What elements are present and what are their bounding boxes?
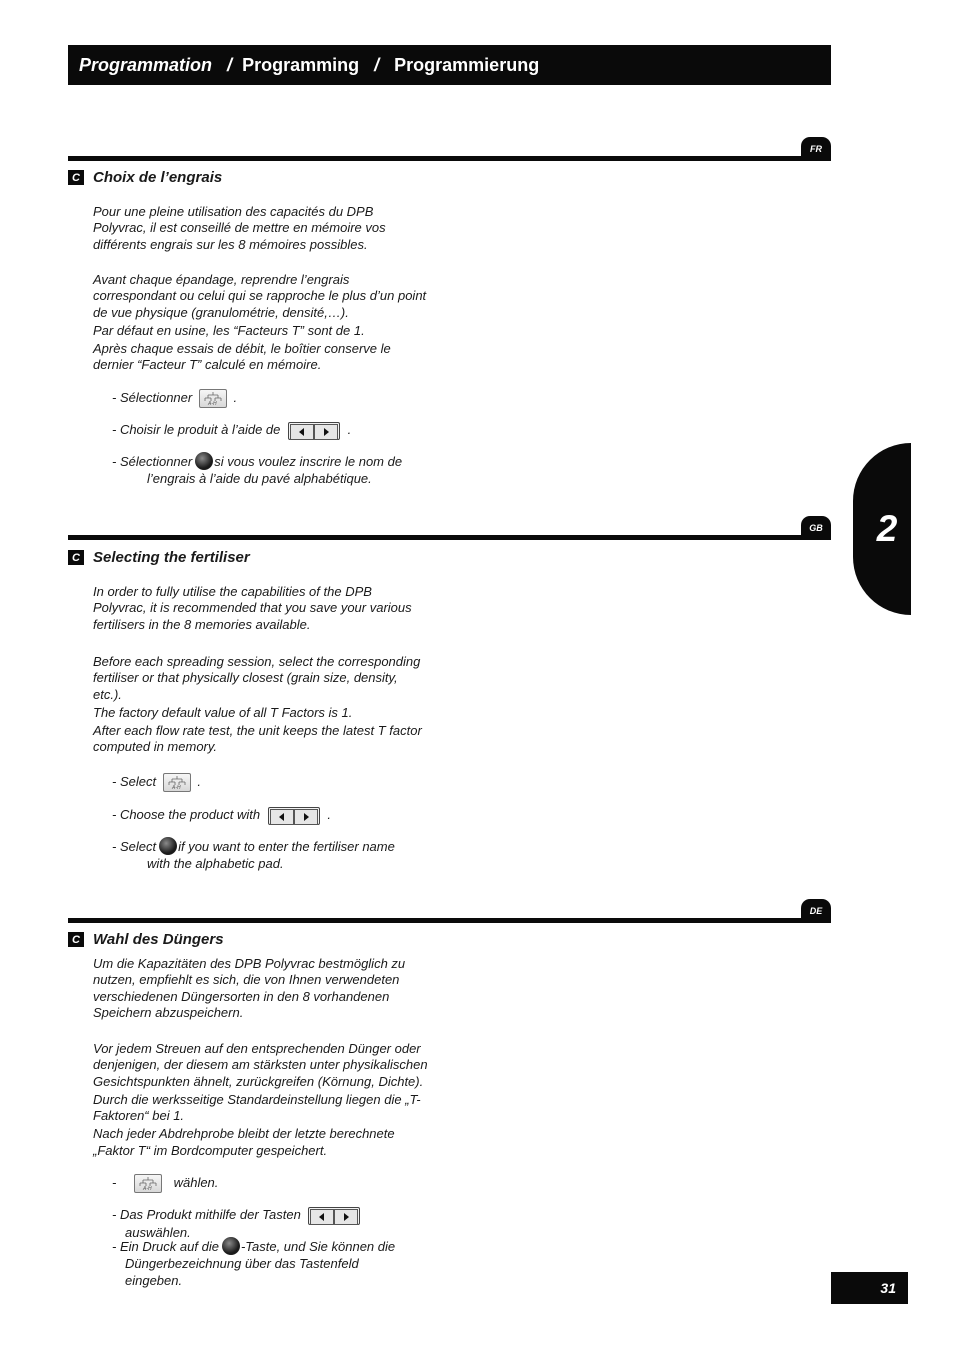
- product-table-icon: [134, 1174, 162, 1193]
- section-rule-gb: [68, 535, 831, 540]
- header-separator: /: [374, 54, 380, 75]
- svg-text:A-H: A-H: [207, 401, 217, 408]
- step-select-gb: - Select A-H .: [112, 774, 201, 792]
- alphabetic-pad-icon: [195, 452, 213, 470]
- section-marker: C: [68, 170, 84, 185]
- header-title-gb: Programming: [242, 54, 360, 75]
- lang-tab-gb: GB: [801, 516, 831, 539]
- step-choose-product-gb: - Choose the product with .: [112, 806, 432, 825]
- text-paragraph: Vor jedem Streuen auf den entsprechenden Dünger oder denjenigen, der diesem am stärksten unter physikalischen Gesichtspunkten ähnelt, zurückgreifen (Körnung, Dichte).: [93, 1041, 428, 1089]
- text-paragraph: Pour une pleine utilisation des capacités du DPB Polyvrac, il est conseillé de mettre en mémoire vos différents engrais sur les 8 mémoires possibles.: [93, 204, 386, 252]
- page-number: 31: [831, 1272, 908, 1304]
- text-paragraph: Before each spreading session, select the corresponding fertiliser or that physically closest (grain size, density, etc.).: [93, 654, 421, 702]
- text-paragraph: In order to fully utilise the capabilities of the DPB Polyvrac, it is recommended that you save your various fertilisers in the 8 memories available.: [93, 584, 412, 632]
- header-title-de: Programmierung: [394, 54, 540, 75]
- section-marker: C: [68, 932, 84, 947]
- section-rule-fr: [68, 156, 831, 161]
- step-select-de: - A-H wählen.: [112, 1175, 219, 1193]
- text-paragraph: The factory default value of all T Factors is 1.: [93, 704, 353, 720]
- step-alpha-de: - Ein Druck auf die -Taste, und Sie können die Düngerbezeichnung über das Tastenfeld eingeben.: [112, 1238, 432, 1289]
- section-heading-gb: [68, 549, 250, 566]
- lang-tab-fr: FR: [801, 137, 831, 160]
- section-heading-de: [68, 931, 224, 948]
- section-heading-fr: [68, 169, 222, 186]
- text-paragraph: Après chaque essais de débit, le boîtier conserve le dernier “Facteur T” calculé en mémoire.: [93, 341, 391, 373]
- section-rule-de: [68, 918, 831, 923]
- chapter-number: 2: [876, 508, 898, 549]
- header-separator: /: [227, 54, 233, 75]
- step-alpha-fr: - Sélectionner si vous voulez inscrire le nom de l’engrais à l’aide du pavé alphabétique.: [112, 453, 432, 487]
- intro-paragraph-gb: [93, 584, 428, 633]
- details-paragraph-fr: [93, 272, 428, 374]
- section-title-gb: Selecting the fertiliser: [93, 549, 250, 566]
- left-right-arrow-keys-icon: [308, 1207, 360, 1225]
- details-paragraph-gb: [93, 654, 428, 756]
- step-choose-product-fr: - Choisir le produit à l’aide de .: [112, 421, 432, 440]
- svg-text:A-H: A-H: [171, 785, 181, 792]
- text-paragraph: Um die Kapazitäten des DPB Polyvrac bestmöglich zu nutzen, empfiehlt es sich, die von Ihnen verwendeten verschiedenen Düngersorten in den 8 vorhandenen Speichern abzuspeichern.: [93, 956, 406, 1020]
- alphabetic-pad-icon: [159, 837, 177, 855]
- alphabetic-pad-icon: [222, 1237, 240, 1255]
- svg-text:A-H: A-H: [142, 1186, 152, 1193]
- text-paragraph: After each flow rate test, the unit keeps the latest T factor computed in memory.: [93, 723, 422, 755]
- intro-paragraph-de: [93, 956, 428, 1021]
- section-title-de: Wahl des Düngers: [93, 931, 224, 948]
- chapter-tab: [853, 443, 911, 615]
- step-select-fr: - Sélectionner A-H .: [112, 390, 238, 408]
- left-right-arrow-keys-icon: [288, 422, 340, 440]
- details-paragraph-de: [93, 1041, 428, 1159]
- step-alpha-gb: - Select if you want to enter the fertiliser name with the alphabetic pad.: [112, 838, 432, 872]
- product-table-icon: [199, 389, 227, 408]
- step-choose-product-de: - Das Produkt mithilfe der Tasten auswählen.: [112, 1206, 432, 1241]
- product-table-icon: [163, 773, 191, 792]
- text-paragraph: Nach jeder Abdrehprobe bleibt der letzte berechnete „Faktor T“ im Bordcomputer gespeichert.: [93, 1126, 395, 1158]
- text-paragraph: Durch die werksseitige Standardeinstellung liegen die „T-Faktoren“ bei 1.: [93, 1091, 421, 1124]
- section-title-fr: Choix de l’engrais: [93, 169, 223, 186]
- section-marker: C: [68, 550, 84, 565]
- header-title-fr: Programmation: [79, 54, 213, 75]
- lang-tab-de: DE: [801, 899, 831, 922]
- left-right-arrow-keys-icon: [268, 807, 320, 825]
- page-header: [68, 45, 831, 85]
- text-paragraph: Avant chaque épandage, reprendre l’engrais correspondant ou celui qui se rapproche le plus d’un point de vue physique (granulométrie, densité,…).: [93, 272, 427, 320]
- text-paragraph: Par défaut en usine, les “Facteurs T” sont de 1.: [93, 322, 365, 338]
- intro-paragraph-fr: [93, 204, 428, 253]
